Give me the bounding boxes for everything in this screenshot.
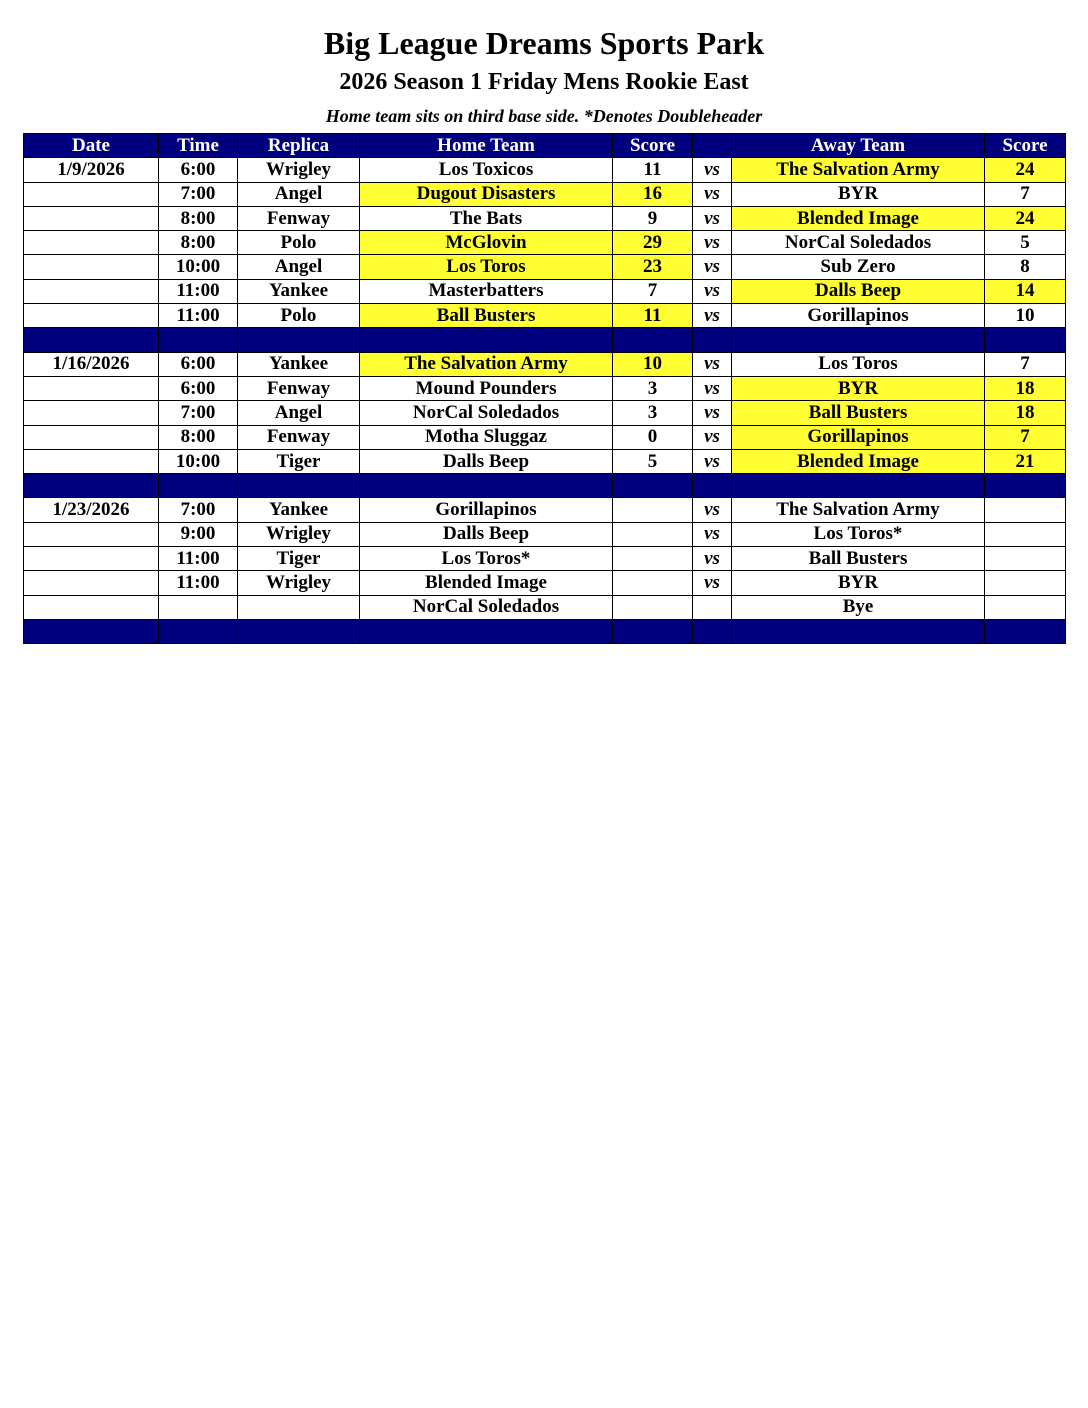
column-header-home-team: Home Team: [360, 134, 613, 158]
home-score-cell: [613, 547, 693, 571]
time-cell: 10:00: [159, 255, 238, 279]
home-team-cell: NorCal Soledados: [360, 401, 613, 425]
away-score-cell: [985, 547, 1066, 571]
replica-cell: Angel: [238, 182, 360, 206]
vs-cell: vs: [693, 182, 732, 206]
vs-cell: vs: [693, 279, 732, 303]
home-score-cell: 3: [613, 401, 693, 425]
separator-cell: [732, 474, 985, 498]
table-row: [24, 206, 1066, 230]
away-score-cell: 18: [985, 401, 1066, 425]
home-score-cell: [613, 498, 693, 522]
home-score-cell: 11: [613, 158, 693, 182]
away-team-cell: Ball Busters: [732, 547, 985, 571]
home-team-cell: Los Toros*: [360, 547, 613, 571]
time-cell: 10:00: [159, 449, 238, 473]
time-cell: 6:00: [159, 352, 238, 376]
separator-cell: [613, 328, 693, 352]
away-score-cell: 7: [985, 182, 1066, 206]
replica-cell: Polo: [238, 304, 360, 328]
replica-cell: Yankee: [238, 498, 360, 522]
separator-cell: [732, 619, 985, 643]
vs-cell: vs: [693, 376, 732, 400]
replica-cell: Polo: [238, 231, 360, 255]
home-team-cell: Los Toxicos: [360, 158, 613, 182]
time-cell: 8:00: [159, 206, 238, 230]
away-score-cell: [985, 595, 1066, 619]
replica-cell: Angel: [238, 255, 360, 279]
vs-cell: vs: [693, 206, 732, 230]
vs-cell: vs: [693, 352, 732, 376]
time-cell: 7:00: [159, 182, 238, 206]
time-cell: [159, 595, 238, 619]
away-score-cell: 24: [985, 158, 1066, 182]
away-score-cell: [985, 498, 1066, 522]
time-cell: 8:00: [159, 231, 238, 255]
vs-cell: vs: [693, 158, 732, 182]
away-score-cell: [985, 522, 1066, 546]
table-row: [24, 279, 1066, 303]
table-row: [24, 231, 1066, 255]
date-cell: [24, 304, 159, 328]
time-cell: 9:00: [159, 522, 238, 546]
away-team-cell: BYR: [732, 182, 985, 206]
home-team-cell: The Salvation Army: [360, 352, 613, 376]
column-header-home-score: Score: [613, 134, 693, 158]
separator-cell: [985, 474, 1066, 498]
separator-cell: [24, 619, 159, 643]
away-team-cell: NorCal Soledados: [732, 231, 985, 255]
separator-cell: [613, 619, 693, 643]
home-team-cell: Gorillapinos: [360, 498, 613, 522]
date-cell: [24, 206, 159, 230]
separator-cell: [985, 328, 1066, 352]
separator-cell: [24, 474, 159, 498]
separator-row: [24, 474, 1066, 498]
page-subtitle: 2026 Season 1 Friday Mens Rookie East: [339, 69, 749, 95]
home-team-cell: Dugout Disasters: [360, 182, 613, 206]
date-cell: [24, 231, 159, 255]
home-team-cell: Ball Busters: [360, 304, 613, 328]
away-team-cell: Sub Zero: [732, 255, 985, 279]
table-row: [24, 304, 1066, 328]
away-score-cell: 8: [985, 255, 1066, 279]
home-team-cell: Mound Pounders: [360, 376, 613, 400]
away-score-cell: [985, 571, 1066, 595]
home-score-cell: 23: [613, 255, 693, 279]
replica-cell: Angel: [238, 401, 360, 425]
table-row: [24, 522, 1066, 546]
date-cell: [24, 449, 159, 473]
away-team-cell: The Salvation Army: [732, 498, 985, 522]
page-title: Big League Dreams Sports Park: [323, 25, 765, 61]
vs-cell: vs: [693, 498, 732, 522]
away-team-cell: Blended Image: [732, 449, 985, 473]
separator-cell: [360, 619, 613, 643]
table-row: [24, 571, 1066, 595]
home-score-cell: 16: [613, 182, 693, 206]
replica-cell: [238, 595, 360, 619]
away-team-cell: BYR: [732, 571, 985, 595]
vs-cell: vs: [693, 571, 732, 595]
time-cell: 7:00: [159, 401, 238, 425]
away-team-cell: Los Toros*: [732, 522, 985, 546]
home-team-cell: Dalls Beep: [360, 522, 613, 546]
date-cell: [24, 425, 159, 449]
schedule-note: Home team sits on third base side. *Denotes Doubleheader: [325, 106, 763, 126]
date-cell: [24, 255, 159, 279]
separator-cell: [693, 328, 732, 352]
home-score-cell: [613, 595, 693, 619]
home-team-cell: Los Toros: [360, 255, 613, 279]
away-team-cell: Blended Image: [732, 206, 985, 230]
time-cell: 11:00: [159, 547, 238, 571]
time-cell: 6:00: [159, 158, 238, 182]
separator-cell: [159, 328, 238, 352]
table-row: [24, 449, 1066, 473]
replica-cell: Fenway: [238, 206, 360, 230]
time-cell: 11:00: [159, 571, 238, 595]
vs-cell: vs: [693, 547, 732, 571]
table-row: [24, 401, 1066, 425]
separator-cell: [693, 474, 732, 498]
away-team-cell: Gorillapinos: [732, 304, 985, 328]
replica-cell: Wrigley: [238, 571, 360, 595]
separator-cell: [732, 328, 985, 352]
replica-cell: Yankee: [238, 352, 360, 376]
home-team-cell: The Bats: [360, 206, 613, 230]
date-cell: 1/23/2026: [24, 498, 159, 522]
away-team-cell: The Salvation Army: [732, 158, 985, 182]
separator-cell: [159, 619, 238, 643]
table-row: [24, 425, 1066, 449]
separator-cell: [159, 474, 238, 498]
home-score-cell: 3: [613, 376, 693, 400]
separator-cell: [360, 474, 613, 498]
home-score-cell: 29: [613, 231, 693, 255]
away-score-cell: 7: [985, 352, 1066, 376]
separator-cell: [24, 328, 159, 352]
table-row: [24, 498, 1066, 522]
replica-cell: Wrigley: [238, 522, 360, 546]
home-score-cell: [613, 522, 693, 546]
table-row: [24, 352, 1066, 376]
date-cell: [24, 547, 159, 571]
home-team-cell: Blended Image: [360, 571, 613, 595]
time-cell: 11:00: [159, 279, 238, 303]
home-team-cell: Motha Sluggaz: [360, 425, 613, 449]
schedule-body: [24, 158, 1066, 644]
vs-cell: vs: [693, 231, 732, 255]
separator-cell: [238, 619, 360, 643]
vs-cell: vs: [693, 449, 732, 473]
table-row: [24, 158, 1066, 182]
replica-cell: Tiger: [238, 449, 360, 473]
vs-cell: vs: [693, 522, 732, 546]
column-header-time: Time: [159, 134, 238, 158]
time-cell: 8:00: [159, 425, 238, 449]
away-team-cell: BYR: [732, 376, 985, 400]
date-cell: [24, 279, 159, 303]
date-cell: 1/16/2026: [24, 352, 159, 376]
table-row: [24, 255, 1066, 279]
home-score-cell: 5: [613, 449, 693, 473]
separator-row: [24, 328, 1066, 352]
home-team-cell: NorCal Soledados: [360, 595, 613, 619]
schedule-table: [23, 133, 1066, 644]
column-header-date: Date: [24, 134, 159, 158]
date-cell: [24, 595, 159, 619]
away-score-cell: 21: [985, 449, 1066, 473]
separator-cell: [613, 474, 693, 498]
separator-cell: [238, 328, 360, 352]
separator-cell: [360, 328, 613, 352]
column-header-replica: Replica: [238, 134, 360, 158]
replica-cell: Yankee: [238, 279, 360, 303]
away-team-cell: Ball Busters: [732, 401, 985, 425]
away-score-cell: 24: [985, 206, 1066, 230]
home-score-cell: 7: [613, 279, 693, 303]
replica-cell: Wrigley: [238, 158, 360, 182]
column-header-away-score: Score: [985, 134, 1066, 158]
vs-cell: vs: [693, 425, 732, 449]
date-cell: [24, 571, 159, 595]
separator-cell: [693, 619, 732, 643]
vs-cell: [693, 595, 732, 619]
home-score-cell: [613, 571, 693, 595]
vs-cell: vs: [693, 401, 732, 425]
table-row: [24, 376, 1066, 400]
time-cell: 6:00: [159, 376, 238, 400]
home-team-cell: Dalls Beep: [360, 449, 613, 473]
home-score-cell: 0: [613, 425, 693, 449]
separator-cell: [985, 619, 1066, 643]
home-team-cell: McGlovin: [360, 231, 613, 255]
away-team-cell: Bye: [732, 595, 985, 619]
away-team-cell: Los Toros: [732, 352, 985, 376]
date-cell: [24, 522, 159, 546]
away-score-cell: 5: [985, 231, 1066, 255]
away-score-cell: 10: [985, 304, 1066, 328]
replica-cell: Tiger: [238, 547, 360, 571]
date-cell: [24, 182, 159, 206]
column-header-away-team: Away Team: [732, 134, 985, 158]
table-row: [24, 595, 1066, 619]
time-cell: 11:00: [159, 304, 238, 328]
separator-cell: [238, 474, 360, 498]
date-cell: 1/9/2026: [24, 158, 159, 182]
away-team-cell: Gorillapinos: [732, 425, 985, 449]
home-team-cell: Masterbatters: [360, 279, 613, 303]
table-row: [24, 547, 1066, 571]
vs-cell: vs: [693, 304, 732, 328]
vs-cell: vs: [693, 255, 732, 279]
table-header-row: [24, 134, 1066, 158]
away-score-cell: 18: [985, 376, 1066, 400]
column-header-vs: [693, 134, 732, 158]
away-team-cell: Dalls Beep: [732, 279, 985, 303]
date-cell: [24, 376, 159, 400]
away-score-cell: 7: [985, 425, 1066, 449]
home-score-cell: 11: [613, 304, 693, 328]
replica-cell: Fenway: [238, 376, 360, 400]
home-score-cell: 9: [613, 206, 693, 230]
home-score-cell: 10: [613, 352, 693, 376]
time-cell: 7:00: [159, 498, 238, 522]
separator-row: [24, 619, 1066, 643]
table-row: [24, 182, 1066, 206]
date-cell: [24, 401, 159, 425]
replica-cell: Fenway: [238, 425, 360, 449]
away-score-cell: 14: [985, 279, 1066, 303]
